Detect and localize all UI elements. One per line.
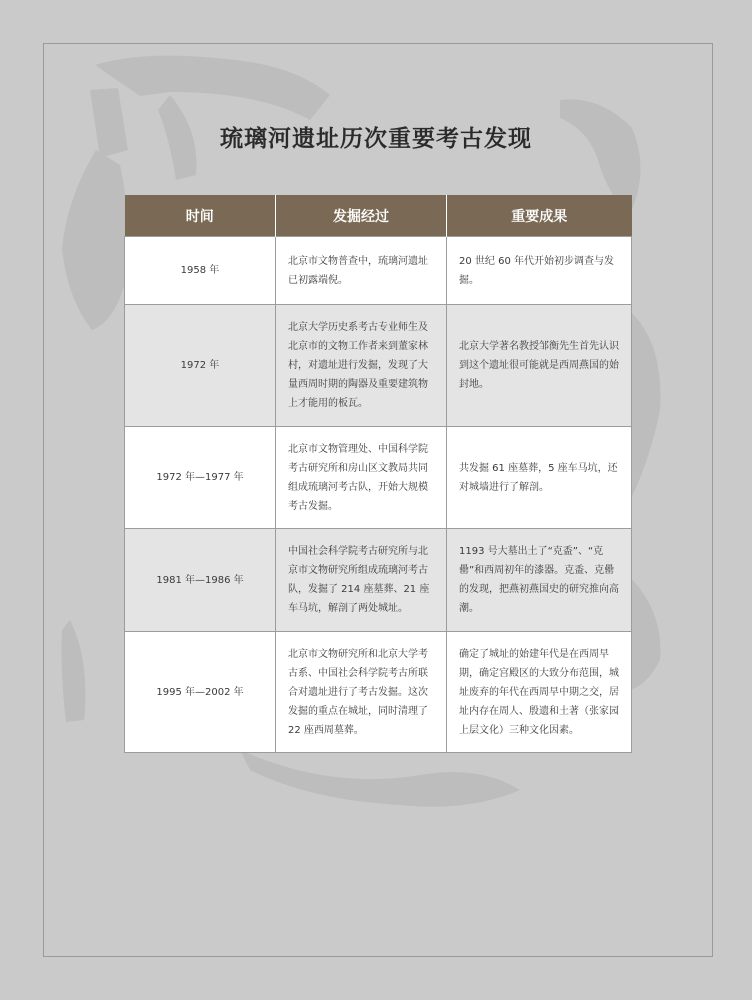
process-cell: 北京市文物管理处、中国科学院考古研究所和房山区文教局共同组成琉璃河考古队，开始大规模考古发掘。 [276,427,447,529]
table-row [125,305,632,427]
table-header-row [125,195,632,237]
process-cell: 北京大学历史系考古专业师生及北京市的文物工作者来到董家林村，对遗址进行发掘，发现了大量西周时期的陶器及重要建筑物上才能用的板瓦。 [276,305,447,427]
process-cell: 中国社会科学院考古研究所与北京市文物研究所组成琉璃河考古队，发掘了 214 座墓葬、21 座车马坑，解剖了两处城址。 [276,529,447,632]
time-cell: 1958 年 [125,237,276,305]
result-cell: 共发掘 61 座墓葬，5 座车马坑，还对城墙进行了解剖。 [447,427,632,529]
process-cell: 北京市文物普查中，琉璃河遗址已初露端倪。 [276,237,447,305]
document-title: 琉璃河遗址历次重要考古发现 [220,126,532,152]
result-cell: 20 世纪 60 年代开始初步调查与发掘。 [447,237,632,305]
result-cell: 北京大学著名教授邹衡先生首先认识到这个遗址很可能就是西周燕国的始封地。 [447,305,632,427]
process-cell: 北京市文物研究所和北京大学考古系、中国社会科学院考古所联合对遗址进行了考古发掘。这次发掘的重点在城址，同时清理了 22 座西周墓葬。 [276,632,447,753]
table-row [125,427,632,529]
header-result: 重要成果 [447,195,632,237]
archaeology-findings-table [124,195,632,753]
result-cell: 1193 号大墓出土了“克盉”、“克罍”和西周初年的漆器。克盉、克罍的发现，把燕初燕国史的研究推向高潮。 [447,529,632,632]
table-row [125,529,632,632]
header-time: 时间 [125,195,276,237]
time-cell: 1972 年 [125,305,276,427]
result-cell: 确定了城址的始建年代是在西周早期，确定宫殿区的大致分布范围，城址废弃的年代在西周早中期之交，居址内存在周人、殷遗和土著（张家园上层文化）三种文化因素。 [447,632,632,753]
table-row [125,237,632,305]
time-cell: 1981 年—1986 年 [125,529,276,632]
time-cell: 1972 年—1977 年 [125,427,276,529]
time-cell: 1995 年—2002 年 [125,632,276,753]
header-process: 发掘经过 [276,195,447,237]
table-row [125,632,632,753]
